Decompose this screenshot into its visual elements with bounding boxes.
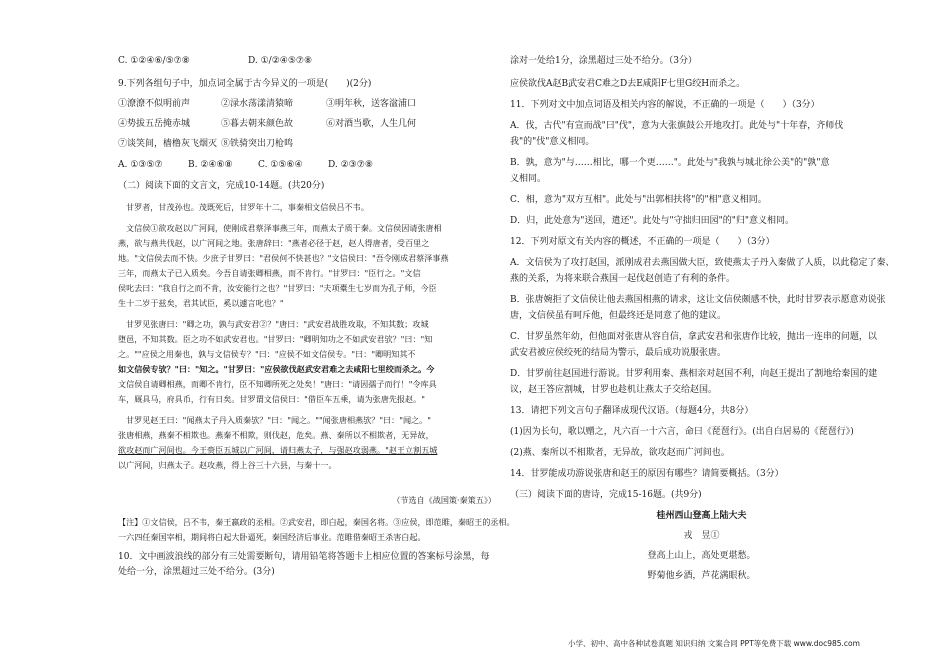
footer-watermark: 小学、初中、高中各种试卷真题 知识归纳 文案合同 PPT等免费下载 www.doc985.com bbox=[568, 639, 860, 648]
q11-option-b: B．孰，意为"与……相比，哪一个更……"。此处与"我孰与城北徐公美"的"孰"意 bbox=[510, 158, 830, 168]
section-heading: （二）阅读下面的文言文，完成10-14题。(共20分) bbox=[118, 181, 325, 191]
q11-stem: 11．下列对文中加点词语及相关内容的解说，不正确的一项是（ ）（3分） bbox=[510, 100, 820, 110]
q9-items-row: ④势拔五岳掩赤城 ⑤暮去朝来颜色故 ⑥对酒当歌，人生几何 bbox=[118, 119, 417, 129]
passage-line: 甘罗见张唐曰："卿之功，孰与武安君②？"唐曰："武安君战胜攻取，不知其数；攻城 bbox=[126, 319, 429, 329]
passage-line: 文信侯自请卿相燕，而卿不肯行，臣不知卿所死之处矣！"唐曰："请因孺子而行！"令库具 bbox=[118, 379, 437, 389]
passage-line: 甘罗者，甘茂孙也。茂既死后，甘罗年十二，事秦相文信侯吕不韦。 bbox=[126, 202, 369, 212]
passage-line: 文信侯①欲攻赵以广河间，使刚成君蔡泽事燕三年，而燕太子质于秦。文信侯因请张唐相 bbox=[126, 223, 442, 233]
q9-stem: 9.下列各组句子中，加点词全属于古今异义的一项是( )(2分) bbox=[118, 79, 372, 89]
passage-line: 车，厩具马，府具币，行有日矣。甘罗谓文信侯曰："借臣车五乘，请为张唐先报赵。" bbox=[118, 394, 425, 404]
source-citation: （节选自《战国策·秦策五》） bbox=[392, 495, 496, 505]
passage-line: 生十二岁于兹矣，君其试臣，奚以遽言叱也？" bbox=[118, 298, 284, 308]
passage-line: 甘罗见赵王曰："闻燕太子丹入质秦欤？"曰："闻之。""闻张唐相燕欤？"曰："闻之。" bbox=[126, 415, 431, 425]
q13-stem: 13．请把下列文言句子翻译成现代汉语。（每题4分，共8分） bbox=[510, 406, 754, 416]
passage-line: 张唐相燕，燕秦不相欺也。燕秦不相欺，则伐赵，危矣。燕、秦所以不相欺者，无异故， bbox=[118, 430, 434, 440]
left-column bbox=[118, 0, 515, 672]
q10-sequence: 应侯欲伐A赵B武安君C难之D去E咸阳F七里G绞H而杀之。 bbox=[510, 79, 746, 89]
q9-items-row: ①潦潦不似明前声 ②渌水荡漾清猿啼 ③明年秋，送客湓浦口 bbox=[118, 99, 417, 109]
right-column bbox=[510, 0, 893, 672]
passage-line: 燕，欲与燕共伐赵，以广河间之地。张唐辞曰："燕者必径于赵，赵人得唐者，受百里之 bbox=[118, 238, 430, 248]
wavy-underlined-line: 如文信侯专欤？"曰："知之。"甘罗曰："应侯欲伐赵武安君难之去咸阳七里绞而杀之。今 bbox=[118, 364, 435, 374]
passage-line: 三年，而燕太子已入质矣。今吾自请张卿相燕，而不肯行。"甘罗曰："臣行之。"文信 bbox=[118, 268, 421, 278]
passage-line: 堕邑，不知其数。臣之功不如武安君也。"甘罗曰："卿明知功之不如武安君欤？"曰："知 bbox=[118, 334, 433, 344]
option-c: C. ①②④⑥/⑤⑦⑧ bbox=[118, 56, 190, 66]
q12-option-d-cont: 议，赵王答应割城，甘罗也趁机让燕太子交给赵国。 bbox=[510, 385, 718, 395]
option-d: D. ①/②④⑤⑦⑧ bbox=[248, 56, 313, 66]
q12-option-c: C．甘罗虽然年幼，但他面对张唐从容自信，拿武安君和张唐作比较，抛出一连串的问题，以 bbox=[510, 332, 877, 342]
q8-options bbox=[118, 55, 312, 67]
q11-option-b-cont: 义相同。 bbox=[510, 174, 547, 184]
passage-line: 之。""应侯之用秦也，孰与文信侯专？"曰："应侯不如文信侯专。"曰："卿明知其不 bbox=[118, 349, 416, 359]
q12-option-a-cont: 燕的关系，为将来联合燕国一起伐赵创造了有利的条件。 bbox=[510, 274, 736, 284]
q12-option-a: A．文信侯为了攻打赵国，派刚成君去燕国做大臣，致使燕太子丹入秦做了人质，以此稳定了秦、 bbox=[510, 258, 895, 268]
poem-title: 桂州西山登高上陆大夫 bbox=[656, 511, 747, 521]
poem-line: 登高上山上，高处更堪愁。 bbox=[647, 551, 756, 561]
passage-line: 以广河间，归燕太子。赵攻燕，得上谷三十六县，与秦十一。 bbox=[118, 460, 337, 470]
q12-stem: 12．下列对原文有关内容的概述，不正确的一项是（ ）（3分） bbox=[510, 237, 775, 247]
annotation-line: 一六四任秦国宰相，期间将白起大卧逼死，秦国经济后事业。范睢借秦昭王杀害白起。 bbox=[118, 532, 426, 542]
q12-option-c-cont: 武安君被应侯绞死的结局为警示，最后成功说服张唐。 bbox=[510, 348, 727, 358]
q11-option-d: D．归，此处意为"送回，遣还"。此处与"守拙归田园"的"归"意义相同。 bbox=[510, 216, 795, 226]
underlined-line: 欲攻赵而广河间也。今王赍臣五城以广河间，请归燕太子，与强赵攻弱燕。"赵王立割五城 bbox=[118, 445, 438, 455]
q12-option-b: B．张唐婉拒了文信侯让他去燕国相燕的请求，这让文信侯颇感不快，此时甘罗表示愿意劝说张 bbox=[510, 295, 886, 305]
poem-line: 野菊他乡酒，芦花满眼秋。 bbox=[647, 571, 756, 581]
q11-option-a-cont: 我"的"伐"意义相同。 bbox=[510, 137, 595, 147]
annotation-line: 【注】①文信侯，吕不韦，秦王嬴政的丞相。②武安君，即白起，秦国名将。③应侯，即范睢，秦昭王的丞相。 bbox=[118, 517, 515, 527]
q10-stem: 10．文中画波浪线的部分有三处需要断句，请用铅笔将答题卡上相应位置的答案标号涂黑，每 bbox=[118, 552, 490, 562]
q10-continued: 涂对一处给1分，涂黑超过三处不给分。（3分） bbox=[510, 56, 697, 66]
q9-options: A. ①③⑤⑦ B. ②④⑥⑧ C. ①⑤⑥④ D. ②③⑦⑧ bbox=[118, 160, 373, 170]
q13-item-1: (1)因为长句，歌以赠之，凡六百一十六言，命曰《琵琶行》。(出自白居易的《琵琶行》) bbox=[510, 427, 854, 437]
q13-item-2: (2)燕、秦所以不相欺者，无异故，欲攻赵而广河间也。 bbox=[510, 448, 730, 458]
passage-line: 地。"文信侯去而不快。少庶子甘罗曰："君侯何不快甚也？"文信侯曰："吾令刚成君蔡泽事燕 bbox=[118, 253, 449, 263]
passage-line: 侯叱去曰："我自行之而不肯，汝安能行之也？"甘罗曰："夫项橐生七岁而为孔子师，今臣 bbox=[118, 283, 437, 293]
q10-stem-cont: 处给一分，涂黑超过三处不给分。(3分) bbox=[118, 567, 275, 577]
section-heading: （三）阅读下面的唐诗，完成15-16题。(共9分) bbox=[510, 490, 702, 500]
poem-author: 戎 昱① bbox=[683, 531, 720, 541]
q11-option-c: C．相，意为"双方互相"。此处与"出郭相扶将"的"相"意义相同。 bbox=[510, 195, 767, 205]
q12-option-d: D．甘罗前往赵国进行游说。甘罗利用秦、燕相亲对赵国不利，向赵王提出了割地给秦国的建 bbox=[510, 369, 878, 379]
q11-option-a: A．伐，古代"有宣而战"曰"伐"，意为大张旗鼓公开地攻打。此处与"十年春，齐师伐 bbox=[510, 121, 844, 131]
q12-option-b-cont: 唐，文信侯虽有呵斥他，但最终还是同意了他的建议。 bbox=[510, 311, 727, 321]
q9-items-row: ⑦谈笑间，樯橹灰飞烟灭 ⑧铁骑突出刀枪鸣 bbox=[118, 139, 294, 149]
q14-stem: 14．甘罗能成功游说张唐和赵王的原因有哪些？请简要概括。（3分） bbox=[510, 469, 784, 479]
